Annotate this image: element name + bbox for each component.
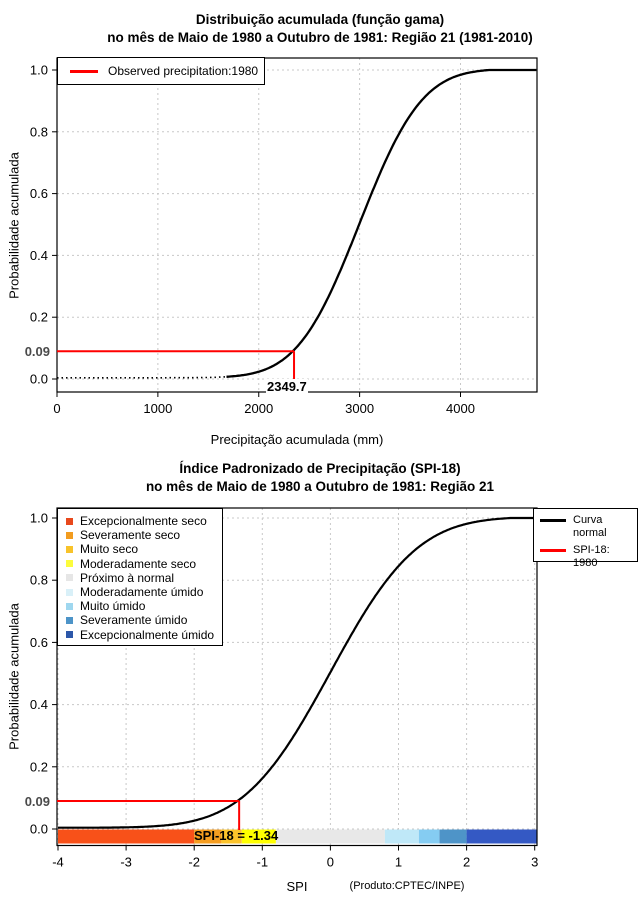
y-tick-label: 1.0: [29, 510, 48, 526]
spi-bar-segment: [58, 830, 194, 844]
x-tick-label: 3: [531, 854, 539, 870]
spi-bar-segment: [419, 830, 439, 844]
category-swatch-icon: [66, 617, 73, 624]
category-item: [66, 571, 222, 585]
plot-box: [57, 58, 537, 392]
chart1-subtitle: no mês de Maio de 1980 a Outubro de 1981: Região 21 (1981-2010): [107, 30, 533, 45]
category-item: [66, 528, 222, 542]
chart1-legend-label: Observed precipitation:1980: [108, 64, 259, 78]
category-item: [66, 557, 222, 571]
category-label: Excepcionalmente seco: [80, 514, 207, 529]
legend-item: [537, 544, 635, 570]
legend-label: Curva normal: [573, 514, 607, 539]
category-label: Muito úmido: [80, 599, 146, 614]
category-label: Muito seco: [80, 542, 139, 557]
category-swatch-icon: [66, 518, 73, 525]
x-tick-label: -2: [188, 854, 200, 870]
x-tick-label: 2000: [244, 401, 274, 416]
x-tick-label: -1: [256, 854, 269, 870]
category-swatch-icon: [66, 574, 73, 581]
spi-bar-segment: [439, 830, 466, 844]
category-item: [66, 599, 222, 613]
y-tick-label: 0.6: [29, 186, 48, 202]
y-tick-label: 0.4: [29, 247, 48, 263]
legend-item: [537, 514, 635, 540]
x-tick-label: 0: [53, 401, 61, 416]
y-tick-label: 0.8: [29, 124, 48, 140]
category-swatch-icon: [66, 532, 73, 539]
category-swatch-icon: [66, 560, 73, 567]
x-tick-label: 0: [326, 854, 335, 870]
category-swatch-icon: [66, 631, 73, 638]
spi-value-label: SPI-18 = -1.34: [194, 828, 279, 843]
category-item: [66, 542, 222, 556]
spi-bar-segment: [276, 830, 385, 844]
chart2-title: Índice Padronizado de Precipitação (SPI-18): [179, 461, 461, 476]
gridlines: [57, 58, 537, 392]
y-tick-label: 0.8: [29, 572, 48, 588]
chart1-y-axis-title: Probabilidade acumulada: [6, 152, 22, 299]
y-tick-label: 0.0: [29, 371, 48, 387]
spi-category-bar: [58, 830, 537, 844]
legend-label: SPI-18: 1980: [573, 544, 610, 569]
x-tick-label: -4: [52, 854, 64, 870]
chart2-probability-label: 0.09: [24, 794, 50, 809]
spi-bar-segment: [385, 830, 419, 844]
category-swatch-icon: [66, 546, 73, 553]
y-tick-label: 0.0: [29, 821, 48, 837]
chart1-title: Distribuição acumulada (função gama): [195, 12, 445, 27]
chart1-value-label: 2349.7: [267, 379, 307, 394]
product-credit: (Produto:CPTEC/INPE): [349, 880, 465, 892]
chart1-probability-label: 0.09: [24, 344, 50, 359]
y-tick-label: 0.4: [29, 697, 48, 713]
spi-legend-left: [57, 508, 223, 646]
category-item: [66, 514, 222, 528]
category-label: Severamente úmido: [80, 613, 188, 628]
category-swatch-icon: [66, 603, 73, 610]
legend-line-icon: [540, 549, 566, 552]
category-label: Próximo à normal: [80, 570, 175, 585]
category-label: Excepcionalmente úmido: [80, 627, 215, 642]
cdf-curve-flat: [57, 377, 227, 378]
chart1-x-axis-title: Precipitação acumulada (mm): [210, 432, 384, 447]
axis-ticks: [52, 70, 461, 397]
x-tick-label: 1: [394, 854, 403, 870]
chart2-subtitle: no mês de Maio de 1980 a Outubro de 1981: Região 21: [145, 479, 495, 494]
category-label: Moderadamente seco: [80, 556, 197, 571]
category-item: [66, 613, 222, 627]
legend-line-icon: [540, 519, 566, 522]
chart1-legend: [57, 57, 265, 85]
x-tick-label: -3: [120, 854, 132, 870]
spi-bar-segment: [467, 830, 537, 844]
chart2-y-axis-title: Probabilidade acumulada: [6, 603, 22, 750]
category-label: Severamente seco: [80, 528, 181, 543]
y-tick-label: 0.2: [29, 309, 48, 325]
y-tick-label: 1.0: [29, 62, 48, 78]
x-tick-label: 3000: [345, 401, 375, 416]
chart2-x-axis-title: SPI: [286, 879, 308, 894]
category-item: [66, 628, 222, 642]
cdf-curve: [227, 70, 537, 377]
x-tick-label: 4000: [446, 401, 475, 416]
category-swatch-icon: [66, 589, 73, 596]
spi-legend-right: [533, 508, 638, 569]
y-tick-label: 0.6: [29, 634, 48, 650]
tick-labels: [30, 63, 475, 417]
x-tick-label: 2: [462, 854, 471, 870]
category-item: [66, 585, 222, 599]
category-label: Moderadamente úmido: [80, 585, 204, 600]
y-tick-label: 0.2: [29, 759, 48, 775]
observed-annotation: [57, 351, 294, 379]
x-tick-label: 1000: [143, 401, 173, 416]
observed-precip-line-icon: [70, 70, 98, 73]
